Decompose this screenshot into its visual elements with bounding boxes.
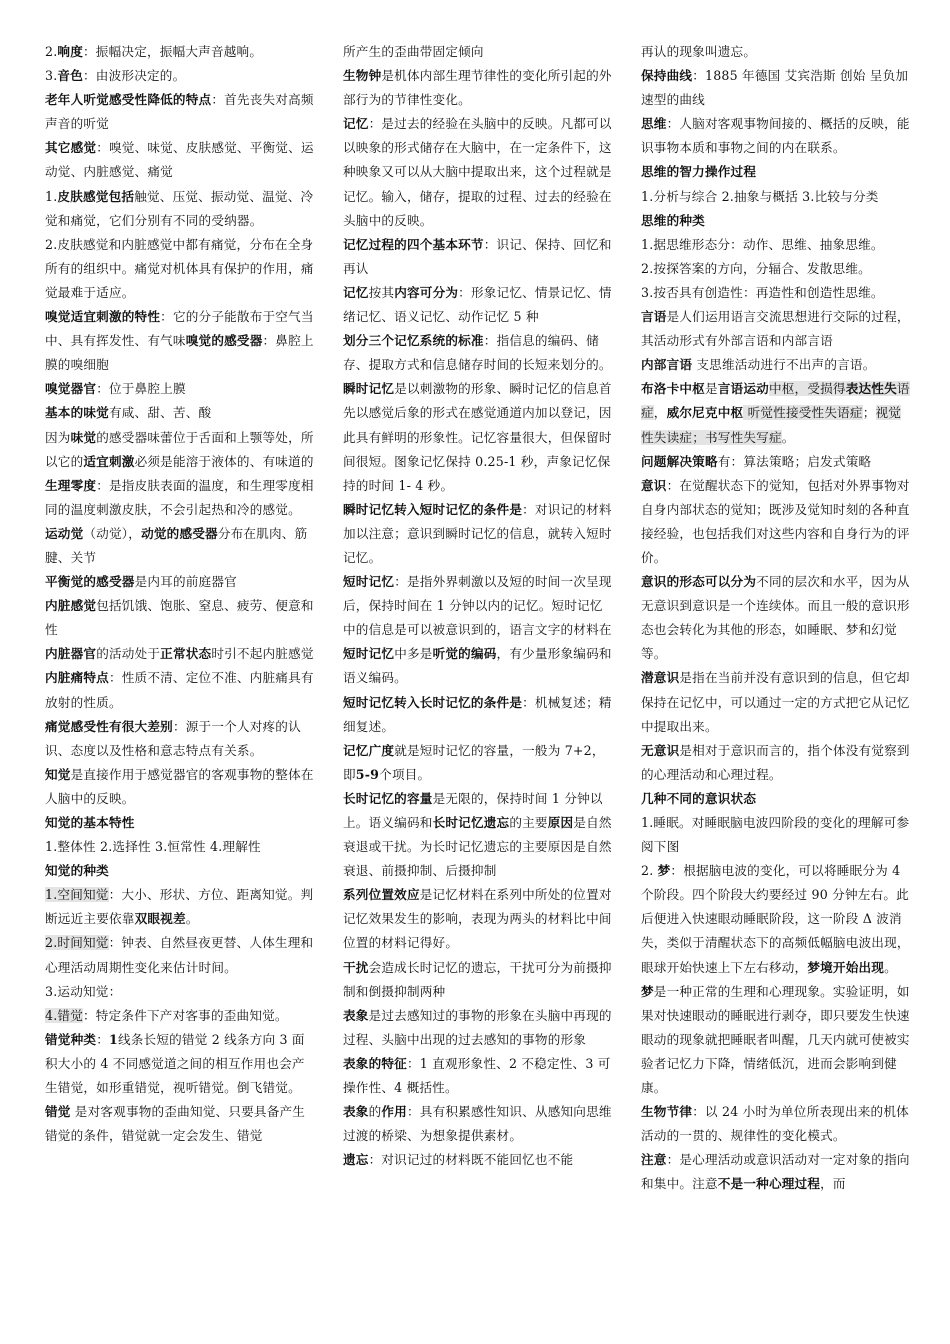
paragraph bbox=[45, 136, 315, 184]
term-text: 表象 bbox=[343, 1007, 369, 1023]
term-text: 短时记忆 bbox=[343, 646, 395, 662]
paragraph bbox=[45, 377, 315, 401]
paragraph bbox=[641, 1148, 913, 1196]
term-text: 作用 bbox=[381, 1104, 407, 1120]
term-text: 系列位置效应 bbox=[343, 887, 420, 903]
term-text: 内脏痛特点 bbox=[45, 670, 109, 686]
body-text: 分布在肌肉、筋腱、关节 bbox=[45, 525, 308, 565]
paragraph bbox=[641, 281, 913, 305]
paragraph bbox=[45, 594, 315, 642]
paragraph bbox=[343, 377, 613, 497]
body-text: 时引不起内脏感觉 bbox=[211, 646, 314, 662]
term-text: 言语 bbox=[641, 309, 667, 325]
term-text: 不是一种心理过程 bbox=[717, 1176, 821, 1192]
term-text: 梦境开始出现 bbox=[807, 959, 885, 975]
paragraph bbox=[641, 64, 913, 112]
paragraph bbox=[343, 691, 613, 739]
paragraph bbox=[45, 426, 315, 474]
body-text: 不同的层次和水平，因为从无意识到意识是一个连续体。而且一般的意识形态也会转化为其他的形态，如睡眠、梦和幻觉等。 bbox=[641, 574, 910, 662]
paragraph bbox=[45, 763, 315, 811]
term-text: 可分为 bbox=[419, 284, 459, 300]
paragraph bbox=[343, 498, 613, 570]
body-text: 听觉性接受性失语症 bbox=[743, 405, 863, 421]
body-text: 是机体内部生理节律性的变化所引起的外部行为的节律性变化。 bbox=[343, 68, 612, 108]
body-text: ：它的分子能散布于空气当中、具有挥发性、有气味 bbox=[45, 309, 314, 349]
term-text: 记忆广度 bbox=[343, 742, 395, 758]
paragraph bbox=[45, 835, 315, 859]
term-text: 表达性失 bbox=[845, 381, 897, 397]
term-text: 生物钟 bbox=[343, 68, 382, 84]
paragraph bbox=[45, 931, 315, 979]
body-text: ：是心理活动或意识活动对一定对象的指向和集中。注意 bbox=[641, 1152, 910, 1192]
term-text: 嗅觉器官 bbox=[45, 381, 97, 397]
term-text: 老年人听觉感受性降低的特点 bbox=[45, 92, 212, 108]
term-text: 意识的形态可以分为 bbox=[641, 574, 757, 590]
paragraph bbox=[45, 859, 315, 883]
body-text: ：对识记的材料加以注意；意识到瞬时记忆的信息，就转入短时记忆。 bbox=[343, 501, 612, 565]
body-text: （动觉）， bbox=[83, 525, 142, 541]
paragraph bbox=[641, 980, 913, 1100]
paragraph bbox=[45, 88, 315, 136]
body-text: 是内耳的前庭器官 bbox=[134, 574, 237, 590]
term-text: 瞬时记忆 bbox=[343, 381, 395, 397]
term-text: 1 bbox=[108, 1031, 118, 1047]
text-column-middle bbox=[343, 40, 613, 1172]
term-text: 知觉的基本特性 bbox=[45, 815, 135, 830]
body-text: ：根据脑电波的变化，可以将睡眠分为 4 个阶段。四个阶段大约要经过 90 分钟左右。此后便进入快速眼动睡眠阶段，这一阶段 Δ 波消失，类似于清醒状态下的高频低幅脑电波出现，眼球开始快速上下左右移动， bbox=[641, 863, 910, 975]
paragraph bbox=[343, 40, 613, 64]
term-text: 正常状态 bbox=[160, 646, 212, 662]
term-text: 音色 bbox=[57, 68, 84, 84]
paragraph bbox=[343, 112, 613, 232]
body-text: 2. bbox=[45, 44, 58, 59]
term-text: 记忆 bbox=[343, 284, 369, 300]
term-text: 威尔尼克中枢 bbox=[666, 405, 744, 421]
paragraph bbox=[45, 666, 315, 714]
body-text: 1.睡眠。对睡眠脑电波四阶段的变化的理解可参阅下图 bbox=[641, 815, 910, 855]
body-text: 中多是 bbox=[394, 646, 433, 662]
body-text: ：振幅决定，振幅大声音越响。 bbox=[83, 44, 263, 59]
term-text: 注意 bbox=[641, 1152, 667, 1168]
body-text: 1.空间知觉 bbox=[45, 887, 109, 903]
body-text: 是 bbox=[704, 381, 718, 397]
body-text: ：嗅觉、味觉、皮肤感觉、平衡觉、运动觉、内脏感觉、痛觉 bbox=[45, 140, 314, 180]
term-text: 内脏感觉 bbox=[45, 598, 97, 614]
term-text: 生理零度 bbox=[45, 477, 97, 493]
body-text: 是过去感知过的事物的形象在头脑中再现的过程、头脑中出现的过去感知的事物的形象 bbox=[343, 1007, 612, 1047]
term-text: 遗忘 bbox=[343, 1152, 369, 1168]
body-text: ：形象记忆、情景记忆、情绪记忆、语义记忆、动作记忆 5 种 bbox=[343, 284, 612, 325]
term-text: 嗅觉适宜刺激的特性 bbox=[45, 309, 161, 325]
term-text: 保持曲线 bbox=[641, 68, 693, 84]
body-text: ：是指外界刺激以及短的时间一次呈现后，保持时间在 1 分钟以内的记忆。短时记忆中的信息是可以被意识到的，语言文字的材料在 bbox=[343, 574, 612, 638]
term-text: 短时记忆转入长时记忆的条件是 bbox=[343, 694, 523, 710]
paragraph bbox=[45, 883, 315, 931]
term-text: 长时记忆的容量 bbox=[343, 790, 433, 806]
paragraph bbox=[45, 811, 315, 835]
paragraph bbox=[45, 1028, 315, 1100]
paragraph bbox=[343, 329, 613, 377]
body-text: 视觉性失读症 bbox=[641, 405, 902, 445]
body-text: 的主要 bbox=[509, 815, 548, 830]
body-text: 2.时间知觉 bbox=[45, 935, 109, 951]
term-text: 动觉的感受器 bbox=[141, 525, 218, 541]
paragraph bbox=[45, 980, 315, 1004]
body-text: 3.运动知觉： bbox=[45, 983, 122, 999]
body-text: 是记忆材料在系列中所处的位置对记忆效果发生的影响，表现为两头的材料比中间位置的材料记得好。 bbox=[343, 887, 612, 951]
paragraph bbox=[641, 353, 913, 377]
term-text: 知觉的种类 bbox=[45, 863, 109, 879]
body-text: 是直接作用于感觉器官的客观事物的整体在人脑中的反映。 bbox=[45, 766, 314, 806]
paragraph bbox=[45, 474, 315, 522]
term-text: 双眼视差 bbox=[134, 911, 186, 927]
body-text: 是无限的，保持时间 1 分钟以上。语义编码和 bbox=[343, 790, 603, 830]
term-text: 记忆 bbox=[343, 116, 369, 132]
paragraph bbox=[641, 739, 913, 787]
body-text: ：在觉醒状态下的觉知，包括对外界事物对自身内部状态的觉知；既涉及觉知时刻的各种直接经验，也包括我们对这些内容和自身行为的评价。 bbox=[641, 477, 910, 565]
body-text: ：1885 年德国 艾宾浩斯 创始 呈负加速型的曲线 bbox=[641, 68, 909, 108]
body-text: 。 bbox=[781, 429, 795, 445]
term-text: 运动觉 bbox=[45, 525, 84, 541]
term-text: 适宜刺激 bbox=[83, 453, 135, 469]
body-text: 个项目。 bbox=[379, 766, 431, 782]
paragraph bbox=[641, 112, 913, 160]
paragraph bbox=[641, 1100, 913, 1148]
body-text: 是以刺激物的形象、瞬时记忆的信息首先以感觉后象的形式在感觉通道内加以登记，因此具有鲜明的形象性。记忆容量很大，但保留时间很短。图象记忆保持 0.25-1 秒，声象记忆保持的时间 1- 4 秒。 bbox=[343, 381, 612, 493]
paragraph bbox=[45, 642, 315, 666]
text-column-right bbox=[641, 40, 913, 1197]
body-text: ：由波形决定的。 bbox=[83, 68, 186, 84]
body-text: ：鼻腔上膜的嗅细胞 bbox=[45, 333, 314, 373]
term-text: 内部言语 bbox=[641, 357, 693, 373]
paragraph bbox=[641, 209, 913, 233]
term-text: 长时记忆遗忘 bbox=[432, 815, 510, 830]
term-text: 味觉 bbox=[70, 429, 97, 445]
paragraph bbox=[45, 1004, 315, 1028]
term-text: 问题解决策略 bbox=[641, 453, 718, 469]
body-text: 的 bbox=[368, 1104, 382, 1120]
body-text: ：首先丧失对高频声音的听觉 bbox=[45, 92, 314, 132]
body-text: ：以 24 小时为单位所表现出来的机体活动的一贯的、规律性的变化模式。 bbox=[641, 1104, 909, 1144]
body-text: 有：算法策略；启发式策略 bbox=[717, 453, 872, 469]
body-text: ： bbox=[96, 1031, 109, 1047]
body-text: ，有少量形象编码和语义编码。 bbox=[343, 646, 612, 686]
paragraph bbox=[343, 787, 613, 883]
body-text: 1.整体性 2.选择性 3.恒常性 4.理解性 bbox=[45, 839, 261, 855]
paragraph bbox=[641, 233, 913, 257]
body-text: 的活动处于 bbox=[96, 646, 161, 662]
body-text: ，而 bbox=[820, 1176, 846, 1192]
term-text: 5-9 bbox=[355, 766, 380, 782]
term-text: 痛觉感受性有很大差别 bbox=[45, 718, 173, 734]
paragraph bbox=[343, 1004, 613, 1052]
paragraph bbox=[641, 257, 913, 281]
body-text: ：大小、形状、方位、距离知觉。判断远近主要依靠 bbox=[45, 887, 314, 927]
term-text: 表象的特征 bbox=[343, 1055, 407, 1071]
term-text: 原因 bbox=[547, 815, 574, 830]
paragraph bbox=[343, 739, 613, 787]
body-text: ：具有积累感性知识、从感知向思维过渡的桥梁、为想象提供素材。 bbox=[343, 1104, 612, 1144]
term-text: 言语运动 bbox=[717, 381, 769, 397]
body-text: 1. bbox=[45, 188, 58, 204]
paragraph bbox=[343, 233, 613, 281]
body-text: ：对识记过的材料既不能回忆也不能 bbox=[368, 1152, 574, 1168]
term-text: 表象 bbox=[343, 1104, 369, 1120]
term-text: 干扰 bbox=[343, 959, 369, 975]
paragraph bbox=[641, 859, 913, 979]
term-text: 梦 bbox=[641, 983, 654, 999]
body-text: 会造成长时记忆的遗忘，干扰可分为前摄抑制和倒摄抑制两种 bbox=[343, 959, 612, 999]
paragraph bbox=[45, 305, 315, 377]
body-text: 1.据思维形态分：动作、思维、抽象思维。 bbox=[641, 236, 884, 252]
body-text: 再认的现象叫遗忘。 bbox=[641, 44, 757, 59]
paragraph bbox=[343, 64, 613, 112]
body-text: 2.皮肤感觉和内脏感觉中都有痛觉，分布在全身所有的组织中。痛觉对机体具有保护的作用，痛觉最难于适应。 bbox=[45, 236, 314, 300]
term-text: 平衡觉的感受器 bbox=[45, 574, 135, 590]
paragraph bbox=[641, 40, 913, 64]
term-text: 梦 bbox=[657, 863, 671, 879]
paragraph bbox=[45, 715, 315, 763]
body-text: 所产生的歪曲带固定倾向 bbox=[343, 44, 484, 59]
body-text: 线条长短的错觉 2 线条方向 3 面积大小的 4 不同感觉道之间的相互作用也会产生错觉，如形重错觉，视听错觉。倒飞错觉。 bbox=[45, 1031, 305, 1096]
body-text: 3. bbox=[45, 68, 58, 84]
paragraph bbox=[45, 233, 315, 305]
term-text: 瞬时记忆转入短时记忆的条件是 bbox=[343, 501, 523, 517]
term-text: 布洛卡中枢 bbox=[641, 381, 705, 397]
body-text: 有咸、甜、苦、酸 bbox=[108, 405, 212, 421]
body-text: 是对客观事物的歪曲知觉、只要具备产生错觉的条件，错觉就一定会发生、错觉 bbox=[45, 1104, 306, 1144]
term-text: 划分三个记忆系统的标准 bbox=[343, 333, 484, 349]
paragraph bbox=[45, 64, 315, 88]
term-text: 无意识 bbox=[641, 742, 680, 758]
paragraph bbox=[641, 450, 913, 474]
body-text: 按其 bbox=[368, 284, 395, 300]
paragraph bbox=[641, 305, 913, 353]
term-text: 错觉 bbox=[45, 1104, 71, 1120]
body-text: ， bbox=[653, 405, 667, 421]
body-text: ：是指皮肤表面的温度，和生理零度相同的温度刺激皮肤，不会引起热和冷的感觉。 bbox=[45, 477, 314, 517]
body-text: 中枢，受损得 bbox=[768, 381, 846, 397]
term-text: 错觉种类 bbox=[45, 1031, 97, 1047]
term-text: 响度 bbox=[57, 44, 84, 59]
paragraph bbox=[641, 474, 913, 570]
body-text: ； bbox=[862, 405, 876, 421]
term-text: 内脏器官 bbox=[45, 646, 97, 662]
body-text: 4.错觉 bbox=[45, 1007, 84, 1023]
body-text: 的感受器味蕾位于舌面和上颚等处，所以它的 bbox=[45, 429, 314, 469]
paragraph bbox=[343, 883, 613, 955]
body-text: 。 bbox=[185, 911, 199, 927]
term-text: 听觉的编码 bbox=[432, 646, 497, 662]
term-text: 意识 bbox=[641, 477, 667, 493]
term-text: 生物节律 bbox=[641, 1104, 693, 1120]
body-text: 触觉、压觉、振动觉、温觉、冷觉和痛觉，它们分别有不同的受纳器。 bbox=[45, 188, 314, 228]
term-text: 嗅觉的感受器 bbox=[185, 333, 263, 349]
body-text: ：性质不清、定位不准、内脏痛具有放射的性质。 bbox=[45, 670, 314, 710]
body-text: 是指在当前并没有意识到的信息，但它却保持在记忆中，可以通过一定的方式把它从记忆中提取出来。 bbox=[641, 670, 910, 734]
body-text: ：识记、保持、回忆和再认 bbox=[343, 236, 612, 276]
body-text: 是人们运用语言交流思想进行交际的过程，其活动形式有外部言语和内部言语 bbox=[641, 309, 910, 349]
term-text: 记忆过程的四个基本环节 bbox=[343, 236, 484, 252]
body-text: 1.分析与综合 2.抽象与概括 3.比较与分类 bbox=[641, 188, 879, 204]
paragraph bbox=[641, 377, 913, 449]
body-text: 因为 bbox=[45, 429, 71, 445]
paragraph bbox=[641, 811, 913, 859]
body-text: 。 bbox=[884, 959, 897, 975]
paragraph bbox=[343, 1100, 613, 1148]
term-text: 基本的味觉 bbox=[45, 405, 109, 421]
term-text: 几种不同的意识状态 bbox=[641, 790, 757, 806]
paragraph bbox=[45, 40, 315, 64]
paragraph bbox=[641, 666, 913, 738]
body-text: ；书写性失写症 bbox=[692, 429, 782, 445]
paragraph bbox=[641, 570, 913, 666]
term-text: 短时记忆 bbox=[343, 574, 395, 590]
paragraph bbox=[45, 570, 315, 594]
paragraph bbox=[343, 281, 613, 329]
body-text: 就是短时记忆的容量，一般为 7+2，即 bbox=[343, 742, 605, 782]
term-text: 知觉 bbox=[45, 766, 71, 782]
body-text: 2.按探答案的方向，分辐合、发散思维。 bbox=[641, 260, 871, 276]
paragraph bbox=[343, 1052, 613, 1100]
paragraph bbox=[343, 1148, 613, 1172]
body-text: 语症 bbox=[641, 381, 910, 421]
body-text: 是自然衰退或干扰。为长时记忆遗忘的主要原因是自然衰退、前摄抑制、后摄抑制 bbox=[343, 815, 612, 879]
paragraph bbox=[45, 522, 315, 570]
body-text: ：源于一个人对疼的认识、态度以及性格和意志特点有关系。 bbox=[45, 718, 301, 758]
body-text: ：位于鼻腔上膜 bbox=[96, 381, 186, 397]
term-text: 皮肤感觉包括 bbox=[57, 188, 135, 204]
body-text: ：人脑对客观事物间接的、概括的反映，能识事物本质和事物之间的内在联系。 bbox=[641, 116, 910, 156]
body-text: ：是过去的经验在头脑中的反映。凡都可以以映象的形式储存在大脑中，在一定条件下，这种映象又可以从大脑中提取出来，这个过程就是记忆。输入，储存，提取的过程、过去的经验在头脑中的反映。 bbox=[343, 116, 612, 228]
body-text: ：1 直观形象性、2 不稳定性、3 可操作性、4 概括性。 bbox=[343, 1055, 611, 1096]
body-text: 3.按否具有创造性：再造性和创造性思维。 bbox=[641, 284, 884, 300]
body-text: 支思维活动进行不出声的言语。 bbox=[692, 357, 876, 373]
body-text: ：机械复述；精细复述。 bbox=[343, 694, 612, 734]
paragraph bbox=[343, 570, 613, 690]
term-text: 潜意识 bbox=[641, 670, 680, 686]
body-text: 2. bbox=[641, 863, 658, 879]
body-text: 必须是能溶于液体的、有味道的 bbox=[134, 453, 314, 469]
body-text: ：指信息的编码、储存、提取方式和信息储存时间的长短来划分的。 bbox=[343, 333, 612, 373]
term-text: 其它感觉 bbox=[45, 140, 97, 156]
paragraph bbox=[45, 185, 315, 233]
term-text: 思维的智力操作过程 bbox=[641, 164, 757, 180]
paragraph bbox=[45, 1100, 315, 1148]
body-text: ：特定条件下产对客事的歪曲知觉。 bbox=[83, 1007, 288, 1023]
paragraph bbox=[641, 787, 913, 811]
paragraph bbox=[641, 185, 913, 209]
paragraph bbox=[45, 401, 315, 425]
term-text: 思维 bbox=[641, 116, 667, 132]
paragraph bbox=[641, 160, 913, 184]
term-text: 内容 bbox=[394, 284, 420, 300]
term-text: 思维的种类 bbox=[641, 212, 705, 228]
body-text: 是一种正常的生理和心理现象。实验证明，如果对快速眼动的睡眠进行剥夺，即只要发生快速眼动的现象就把睡眠者叫醒，几天内就可使被实验者记忆力下降，情绪低沉，进而会影响到健康。 bbox=[641, 983, 910, 1096]
body-text: 包括饥饿、饱胀、窒息、疲劳、便意和性 bbox=[45, 598, 314, 638]
text-column-left bbox=[45, 40, 315, 1148]
paragraph bbox=[343, 956, 613, 1004]
body-text: 是相对于意识而言的，指个体没有觉察到的心理活动和心理过程。 bbox=[641, 742, 910, 782]
body-text: ：钟表、自然昼夜更替、人体生理和心理活动周期性变化来估计时间。 bbox=[45, 935, 314, 975]
